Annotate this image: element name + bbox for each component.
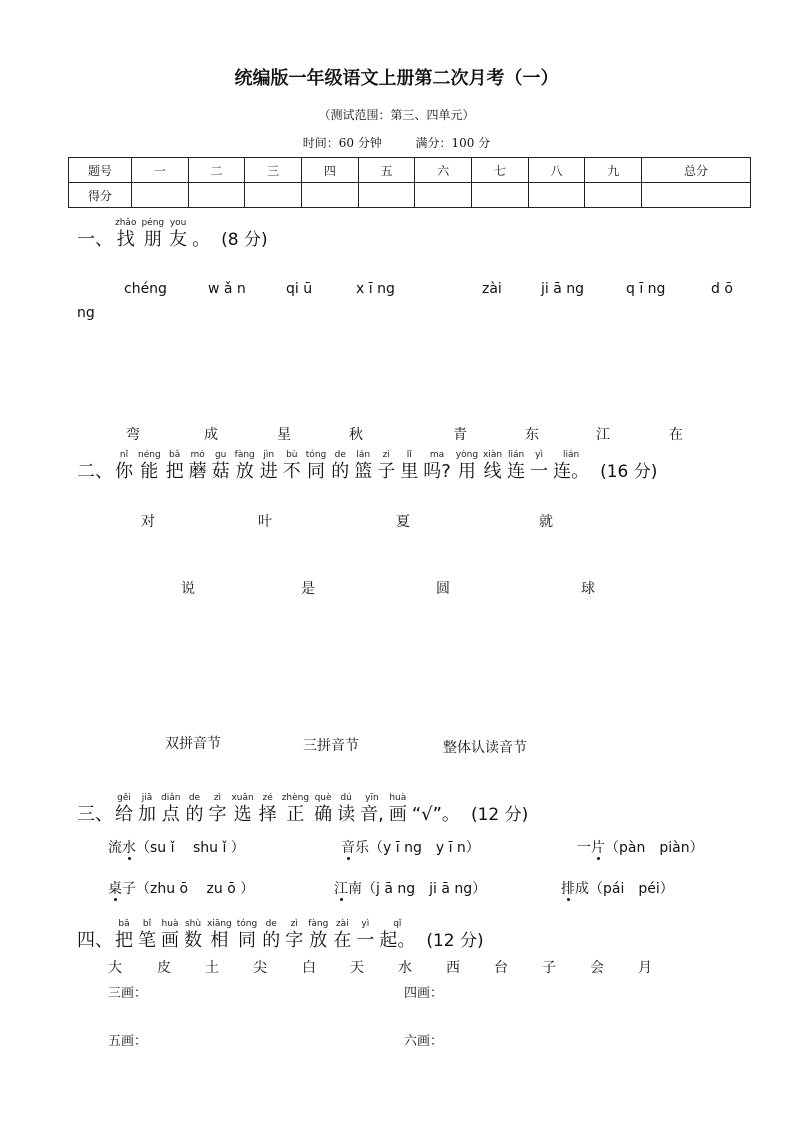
ruby-hanzi: 字: [285, 930, 304, 951]
ruby-char: [412, 793, 460, 827]
ruby-pinyin: huà: [389, 793, 407, 803]
pinyin-item: w ǎ n: [208, 281, 246, 297]
ruby-hanzi: 连: [507, 461, 526, 482]
ruby-pinyin: yīn: [365, 793, 379, 803]
ruby-char: [184, 919, 202, 953]
ruby-hanzi: 线: [483, 461, 502, 482]
ruby-char: [235, 450, 255, 484]
ruby-hanzi: 蘑: [188, 461, 207, 482]
choice-item[interactable]: [577, 837, 704, 857]
pinyin-item: x ī ng: [356, 281, 395, 297]
stroke-char: 天: [350, 960, 364, 976]
choice-options: 乐（y ī ng y ī n）: [355, 840, 480, 856]
question-number: 一、: [77, 229, 113, 250]
dotted-char: 片: [591, 837, 605, 857]
ruby-pinyin: qǐ: [393, 919, 402, 929]
ruby-hanzi: 能: [140, 461, 159, 482]
score-cell: 总分: [642, 158, 751, 183]
ruby-char: [115, 793, 133, 827]
pinyin-item: q ī ng: [626, 281, 666, 297]
ruby-char: [379, 919, 415, 953]
ruby-char: [354, 450, 372, 484]
mushroom-char[interactable]: 对: [141, 514, 155, 530]
ruby-pinyin: lián: [562, 450, 580, 460]
ruby-hanzi: 画: [161, 930, 179, 951]
ruby-hanzi: 里: [400, 461, 419, 482]
pinyin-item: d ō: [711, 281, 733, 297]
ruby-hanzi: 子: [377, 461, 396, 482]
score-cell: 得分: [69, 183, 132, 208]
ruby-pinyin: de: [188, 793, 201, 803]
mushroom-char[interactable]: 圆: [436, 581, 450, 597]
ruby-hanzi: 进: [259, 461, 278, 482]
choice-item[interactable]: [108, 837, 245, 857]
stroke-char: 会: [590, 960, 604, 976]
ruby-pinyin: xiàn: [483, 450, 503, 460]
ruby-hanzi: 正: [286, 804, 305, 825]
ruby-pinyin: què: [314, 793, 332, 803]
ruby-hanzi: 音,: [360, 804, 384, 825]
question-score: (12 分): [426, 931, 484, 951]
ruby-pinyin: jiā: [141, 793, 153, 803]
choice-text: 一: [577, 840, 591, 856]
ruby-hanzi: 的: [262, 930, 281, 951]
ruby-char: [115, 919, 133, 953]
stroke-char: 西: [446, 960, 460, 976]
ruby-pinyin: huà: [161, 919, 179, 929]
ruby-hanzi: 数: [184, 930, 202, 951]
stroke-char: 土: [205, 960, 219, 976]
question-4-heading: [77, 909, 484, 953]
ruby-char: [308, 919, 328, 953]
ruby-char: [189, 450, 207, 484]
score-input-cell[interactable]: [245, 183, 302, 208]
basket-label[interactable]: 双拼音节: [165, 736, 221, 752]
dotted-char: 江: [334, 878, 348, 898]
ruby-hanzi: 朋: [143, 229, 162, 250]
ruby-hanzi: 相: [210, 930, 229, 951]
ruby-pinyin: de: [334, 450, 346, 460]
ruby-char: [161, 919, 179, 953]
ruby-char: [377, 450, 395, 484]
ruby-pinyin: zé: [262, 793, 273, 803]
pinyin-item: qi ū: [286, 281, 313, 297]
full-score: 满分：100 分: [415, 136, 491, 150]
score-input-cell[interactable]: [188, 183, 245, 208]
ruby-pinyin: bù: [286, 450, 298, 460]
ruby-hanzi: 选: [233, 804, 252, 825]
ruby-hanzi: 同: [237, 930, 256, 951]
answer-blank-six-strokes[interactable]: 六画：: [404, 1034, 444, 1049]
ruby-hanzi: 在: [333, 930, 352, 951]
page-title: 统编版一年级语文上册第二次月考（一）: [234, 68, 559, 89]
ruby-char: [138, 793, 156, 827]
ruby-pinyin: néng: [138, 450, 161, 460]
ruby-pinyin: fàng: [308, 919, 329, 929]
stroke-char: 水: [398, 960, 412, 976]
ruby-hanzi: 画: [388, 804, 407, 825]
ruby-hanzi: 把: [115, 930, 133, 951]
time-and-score: [0, 134, 793, 151]
score-cell: 一: [132, 158, 189, 183]
ruby-char: [283, 450, 301, 484]
ruby-pinyin: yòng: [455, 450, 479, 460]
choice-options: 南（j ā ng ji ā ng）: [348, 881, 487, 897]
score-input-cell[interactable]: [472, 183, 529, 208]
question-2-heading: [77, 440, 657, 484]
hanzi-card[interactable]: 弯: [126, 427, 140, 443]
score-cell: 六: [415, 158, 472, 183]
ruby-pinyin: zhèng: [281, 793, 310, 803]
mushroom-char[interactable]: 就: [539, 514, 553, 530]
stroke-char: 台: [494, 960, 508, 976]
ruby-pinyin: bǐ: [142, 919, 152, 929]
ruby-pinyin: xuǎn: [231, 793, 254, 803]
ruby-char: [212, 450, 230, 484]
ruby-pinyin: yì: [535, 450, 543, 460]
ruby-hanzi: 。: [192, 229, 211, 250]
ruby-hanzi: 放: [309, 930, 328, 951]
question-3-heading: [77, 783, 528, 827]
stroke-char: 大: [108, 960, 122, 976]
ruby-char: [333, 919, 351, 953]
ruby-pinyin: lán: [356, 450, 371, 460]
choice-item[interactable]: [334, 878, 486, 898]
ruby-char: [360, 793, 384, 827]
stroke-char: 皮: [157, 960, 171, 976]
ruby-hanzi: 友: [169, 229, 188, 250]
ruby-hanzi: 用: [457, 461, 476, 482]
ruby-pinyin: shù: [184, 919, 202, 929]
score-input-cell[interactable]: [302, 183, 359, 208]
hanzi-card[interactable]: 在: [669, 427, 683, 443]
ruby-hanzi: 读: [337, 804, 356, 825]
ruby-hanzi: 的: [185, 804, 204, 825]
ruby-hanzi: 起。: [379, 930, 416, 951]
score-cell: 三: [245, 158, 302, 183]
mushroom-char[interactable]: 是: [301, 581, 315, 597]
question-number: 四、: [77, 930, 113, 951]
pinyin-item: ji ā ng: [541, 281, 585, 297]
ruby-hanzi: “√”。: [411, 804, 460, 825]
ruby-pinyin: zì: [213, 793, 222, 803]
ruby-char: [306, 450, 326, 484]
ruby-hanzi: 给: [115, 804, 133, 825]
pinyin-item-wrap: ng: [77, 305, 95, 321]
ruby-pinyin: dú: [340, 793, 352, 803]
ruby-char: [314, 793, 332, 827]
ruby-hanzi: 加: [138, 804, 156, 825]
ruby-char: [141, 218, 164, 252]
stroke-char: 子: [542, 960, 556, 976]
ruby-char: [161, 793, 180, 827]
ruby-pinyin: xiāng: [207, 919, 232, 929]
choice-item[interactable]: [108, 878, 254, 898]
ruby-pinyin: zì: [290, 919, 298, 929]
stroke-char: 月: [638, 960, 652, 976]
ruby-char: [282, 793, 309, 827]
ruby-char: [208, 793, 226, 827]
question-score: (12 分): [470, 805, 529, 825]
ruby-hanzi: 放: [235, 461, 254, 482]
time-limit: 时间：60 分钟: [302, 136, 382, 150]
choice-options: 子（zhu ō zu ō ）: [122, 881, 255, 897]
choice-options: 成（pái péi）: [575, 881, 674, 897]
ruby-hanzi: 笔: [138, 930, 156, 951]
ruby-pinyin: lián: [507, 450, 525, 460]
ruby-hanzi: 菇: [211, 461, 230, 482]
ruby-char: [337, 793, 355, 827]
ruby-char: [138, 450, 161, 484]
ruby-char: [285, 919, 303, 953]
dotted-char: 桌: [108, 878, 122, 898]
ruby-char: [169, 218, 187, 252]
ruby-pinyin: de: [265, 919, 277, 929]
ruby-pinyin: bǎ: [169, 450, 181, 460]
question-score: (16 分): [600, 462, 658, 482]
ruby-hanzi: 把: [165, 461, 184, 482]
ruby-pinyin: you: [169, 218, 187, 228]
question-score: (8 分): [221, 230, 268, 250]
ruby-pinyin: bǎ: [118, 919, 130, 929]
question-1-heading: [77, 208, 268, 252]
ruby-hanzi: 吗?: [423, 461, 451, 482]
ruby-char: [456, 450, 478, 484]
ruby-pinyin: tóng: [305, 450, 327, 460]
answer-blank-three-strokes[interactable]: 三画：: [108, 986, 148, 1001]
stroke-char: 尖: [253, 960, 267, 976]
score-input-cell[interactable]: [585, 183, 642, 208]
ruby-hanzi: 字: [208, 804, 227, 825]
basket-label[interactable]: 三拼音节: [303, 738, 359, 754]
ruby-char: [259, 793, 277, 827]
test-scope: （测试范围：第三、四单元）: [318, 108, 475, 122]
ruby-hanzi: 不: [282, 461, 301, 482]
ruby-hanzi: 找: [116, 229, 135, 250]
ruby-char: [237, 919, 257, 953]
ruby-char: [483, 450, 502, 484]
ruby-char: [331, 450, 349, 484]
ruby-pinyin: lǐ: [406, 450, 412, 460]
ruby-pinyin: diǎn: [161, 793, 181, 803]
ruby-hanzi: 点: [161, 804, 180, 825]
ruby-char: [115, 218, 136, 252]
dotted-char: 音: [341, 837, 355, 857]
basket-label[interactable]: 整体认读音节: [443, 740, 527, 756]
score-cell: 八: [528, 158, 585, 183]
ruby-hanzi: 一: [530, 461, 549, 482]
choice-options: （pàn piàn）: [605, 840, 704, 856]
score-input-cell[interactable]: [642, 183, 751, 208]
pinyin-item: chéng: [124, 281, 167, 297]
ruby-hanzi: 同: [307, 461, 325, 482]
ruby-char: [231, 793, 253, 827]
choice-options: （su ǐ shu ǐ ）: [136, 840, 245, 856]
score-input-cell[interactable]: [132, 183, 189, 208]
mushroom-char[interactable]: 夏: [396, 514, 410, 530]
ruby-pinyin: yì: [361, 919, 370, 929]
ruby-pinyin: jìn: [263, 450, 275, 460]
ruby-char: [185, 793, 203, 827]
dotted-char: 水: [122, 837, 136, 857]
question-number: 三、: [77, 804, 113, 825]
ruby-char: [423, 450, 451, 484]
ruby-pinyin: mó: [190, 450, 205, 460]
score-cell: 九: [585, 158, 642, 183]
ruby-pinyin: fàng: [234, 450, 255, 460]
hanzi-card[interactable]: 江: [596, 427, 610, 443]
score-cell: 四: [302, 158, 359, 183]
ruby-char: [260, 450, 278, 484]
stroke-char: 白: [302, 960, 316, 976]
ruby-char: [115, 450, 133, 484]
ruby-pinyin: zi: [382, 450, 390, 460]
mushroom-char[interactable]: 球: [581, 581, 595, 597]
ruby-hanzi: 确: [314, 804, 333, 825]
hanzi-card[interactable]: 秋: [349, 427, 363, 443]
ruby-pinyin: gěi: [117, 793, 131, 803]
ruby-char: [192, 218, 210, 252]
ruby-pinyin: tóng: [236, 919, 258, 929]
score-table-header-row: [69, 158, 751, 183]
ruby-char: [207, 919, 232, 953]
hanzi-card[interactable]: 星: [277, 427, 291, 443]
score-cell: 题号: [69, 158, 132, 183]
dotted-char: 排: [561, 878, 575, 898]
score-input-cell[interactable]: [528, 183, 585, 208]
mushroom-char[interactable]: 叶: [258, 514, 272, 530]
ruby-hanzi: 你: [115, 461, 133, 482]
ruby-pinyin: nǐ: [119, 450, 129, 460]
ruby-pinyin: zài: [335, 919, 349, 929]
question-number: 二、: [77, 461, 113, 482]
choice-text: 流: [108, 840, 122, 856]
ruby-hanzi: 篮: [354, 461, 373, 482]
ruby-pinyin: gu: [214, 450, 227, 460]
choice-item[interactable]: [561, 878, 674, 898]
ruby-char: [166, 450, 184, 484]
ruby-char: [553, 450, 589, 484]
answer-blank-four-strokes[interactable]: 四画：: [404, 986, 444, 1001]
ruby-hanzi: 连。: [553, 461, 590, 482]
score-input-cell[interactable]: [415, 183, 472, 208]
ruby-char: [400, 450, 418, 484]
score-table: [68, 157, 751, 208]
score-input-cell[interactable]: [358, 183, 415, 208]
ruby-hanzi: 择: [258, 804, 277, 825]
score-cell: 五: [358, 158, 415, 183]
hanzi-card[interactable]: 青: [453, 427, 467, 443]
ruby-char: [138, 919, 156, 953]
ruby-char: [262, 919, 280, 953]
mushroom-char[interactable]: 说: [181, 581, 195, 597]
ruby-pinyin: péng: [141, 218, 165, 228]
ruby-char: [389, 793, 407, 827]
score-cell: 二: [188, 158, 245, 183]
ruby-char: [356, 919, 374, 953]
hanzi-card[interactable]: 成: [204, 427, 218, 443]
hanzi-card[interactable]: 东: [525, 427, 539, 443]
score-table-score-row: [69, 183, 751, 208]
pinyin-item: zài: [482, 281, 502, 297]
ruby-hanzi: 的: [331, 461, 350, 482]
ruby-hanzi: 一: [356, 930, 375, 951]
answer-blank-five-strokes[interactable]: 五画：: [108, 1034, 148, 1049]
ruby-char: [530, 450, 548, 484]
ruby-pinyin: zhǎo: [115, 218, 137, 228]
score-cell: 七: [472, 158, 529, 183]
ruby-char: [507, 450, 525, 484]
ruby-pinyin: ma: [429, 450, 445, 460]
choice-item[interactable]: [341, 837, 480, 857]
